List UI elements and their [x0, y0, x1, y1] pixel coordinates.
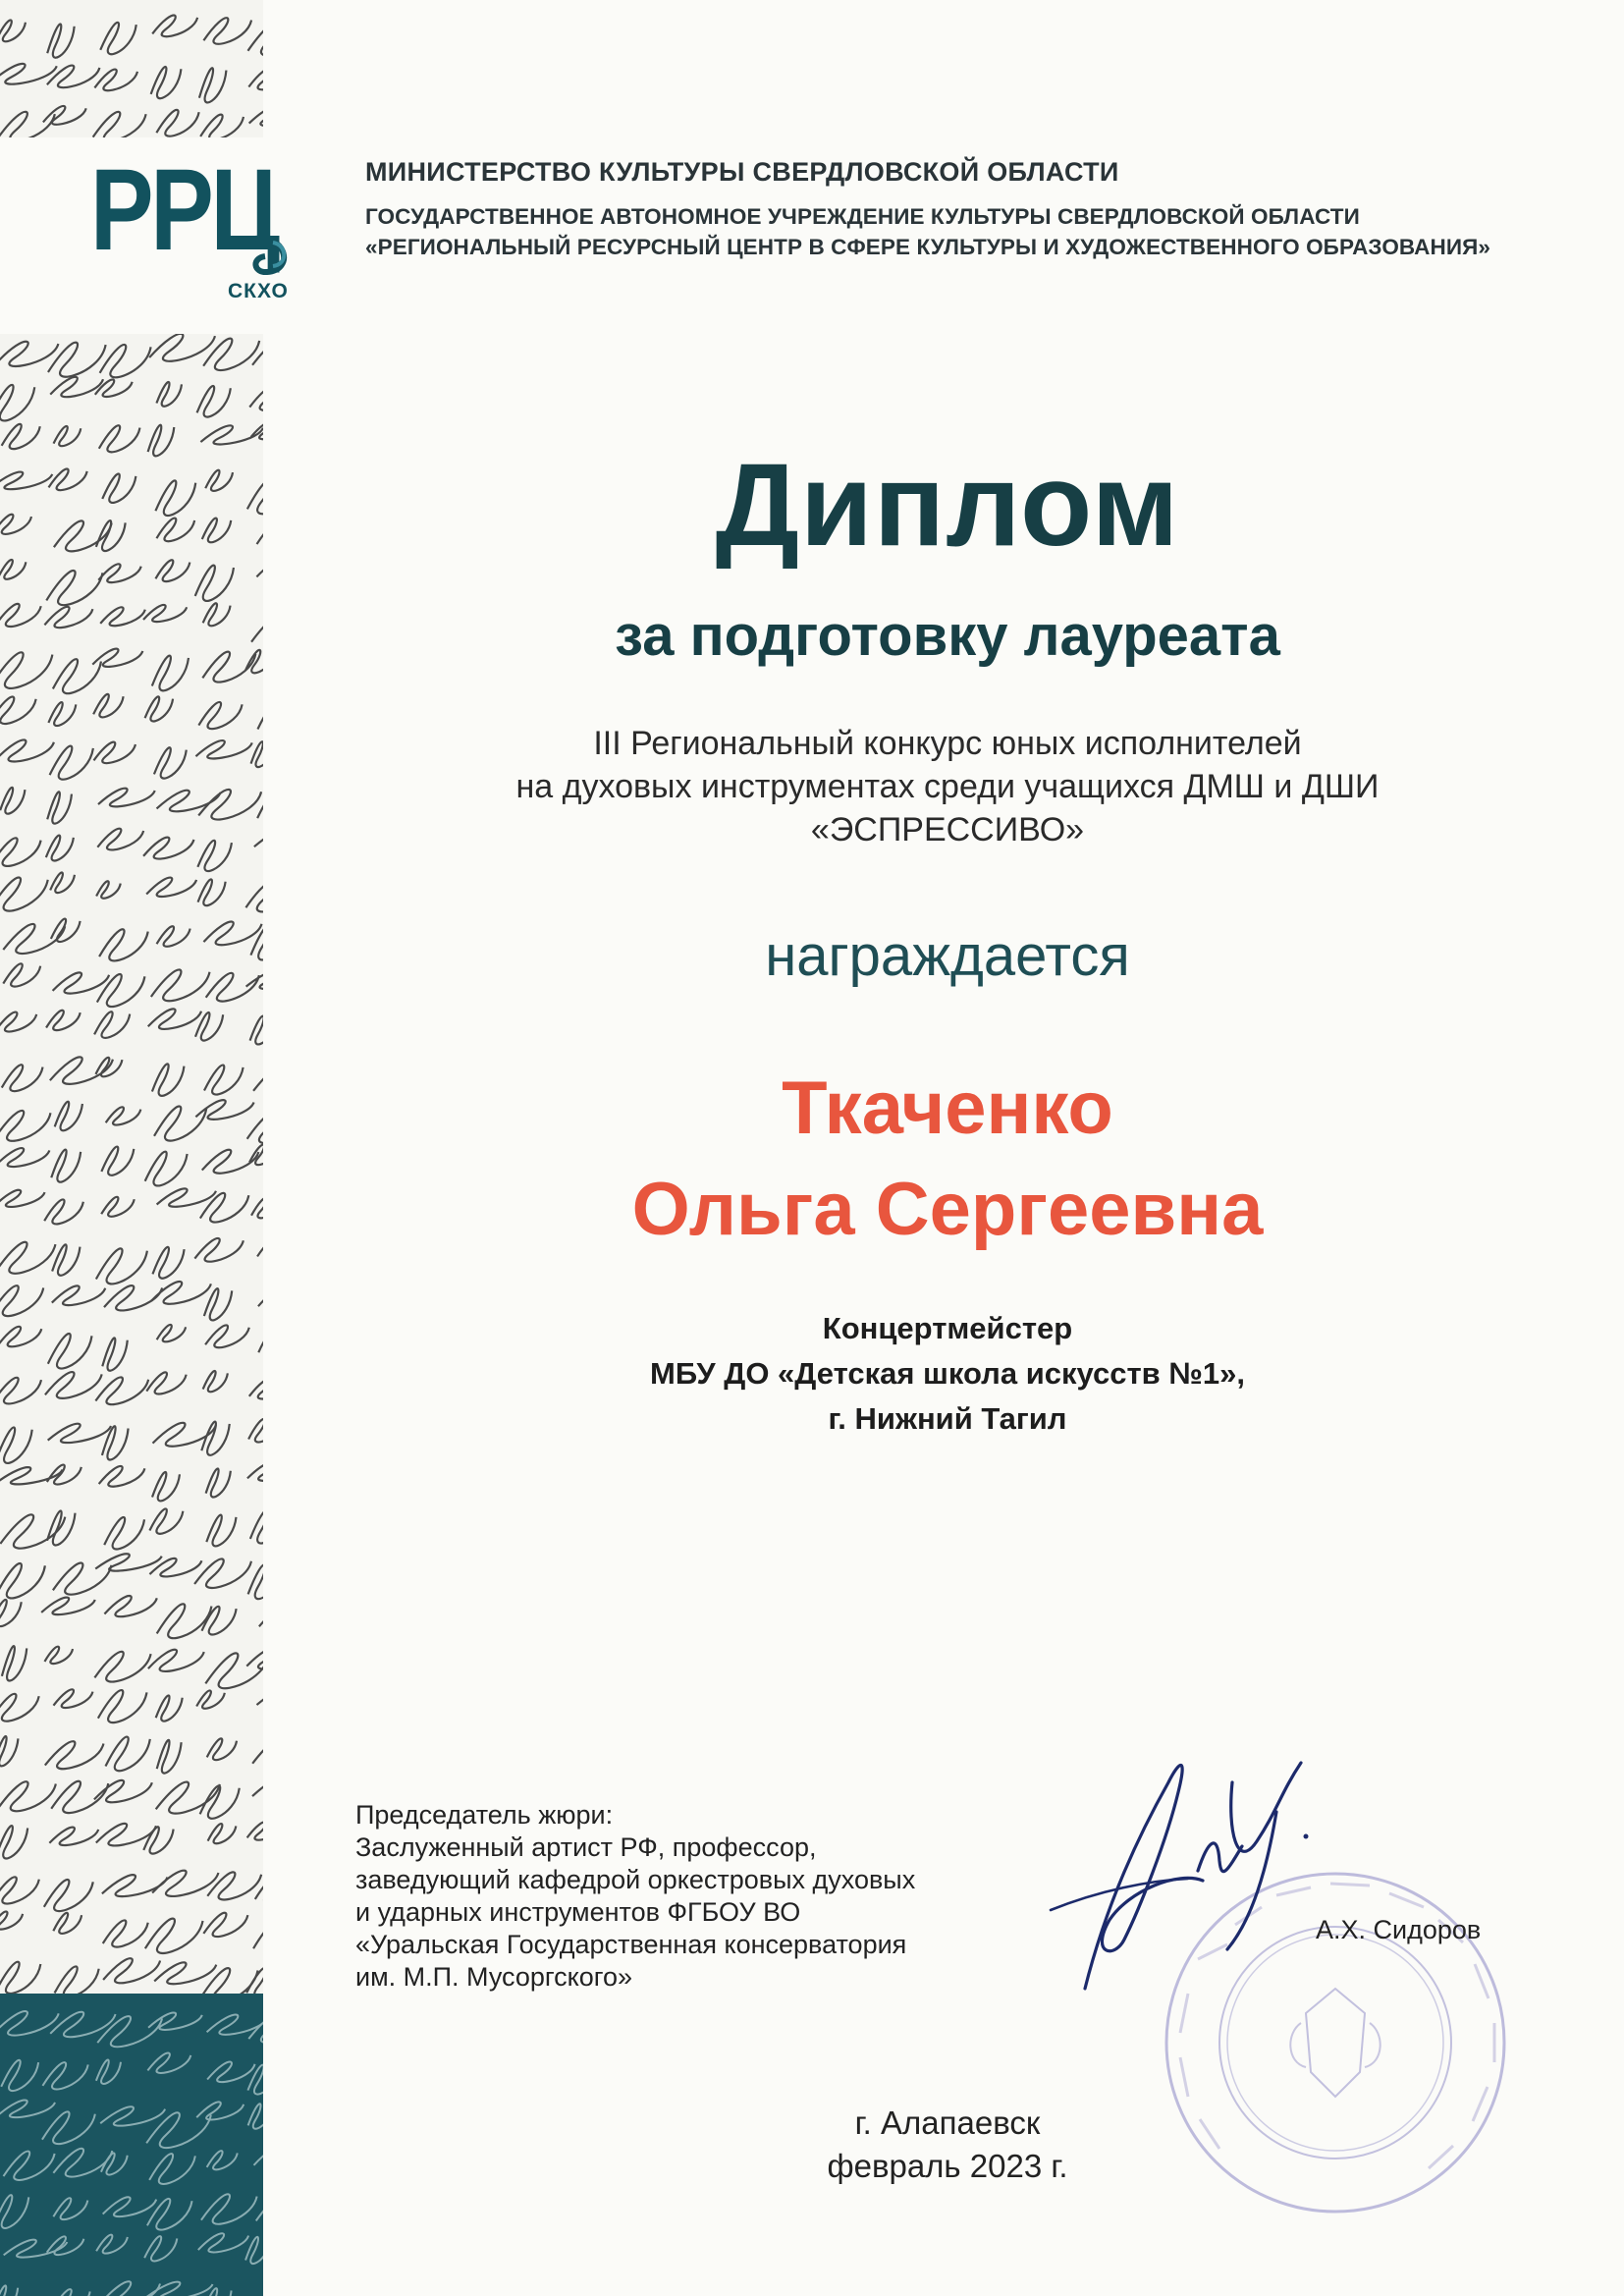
- pattern-stroke: [1, 2060, 38, 2091]
- pattern-stroke: [207, 1872, 261, 1899]
- pattern-stroke: [146, 1372, 186, 1394]
- pattern-stroke: [94, 1780, 152, 1802]
- organization-header: [365, 157, 1573, 262]
- pattern-stroke: [254, 831, 263, 849]
- contest-line-2: на духовых инструментах среди учащихся ДМШ и ДШИ: [515, 768, 1380, 805]
- pattern-stroke: [253, 1919, 263, 1953]
- pattern-stroke: [156, 110, 198, 137]
- calligraphy-pattern-dark: [0, 1994, 263, 2296]
- jury-line-5: «Уральская Государственная консерватория: [355, 1930, 907, 1959]
- pattern-stroke: [257, 702, 263, 734]
- pattern-stroke: [203, 18, 251, 44]
- pattern-stroke: [53, 972, 109, 993]
- pattern-stroke: [47, 1465, 81, 1485]
- pattern-stroke: [208, 1824, 237, 1843]
- pattern-stroke: [206, 1515, 236, 1547]
- pattern-stroke: [143, 605, 187, 622]
- pattern-stroke: [95, 1554, 161, 1570]
- pattern-stroke: [98, 564, 140, 582]
- pattern-stroke: [148, 2013, 202, 2030]
- pattern-stroke: [151, 1282, 211, 1304]
- pattern-stroke: [157, 1604, 212, 1638]
- pattern-stroke: [2, 1065, 43, 1091]
- pattern-stroke: [200, 1785, 240, 1818]
- pattern-stroke: [258, 1285, 263, 1309]
- pattern-stroke: [199, 68, 227, 102]
- pattern-stroke: [53, 2198, 87, 2219]
- pattern-stroke: [52, 1285, 105, 1305]
- pattern-stroke: [249, 1379, 263, 1398]
- jury-line-3: заведующий кафедрой оркестровых духовых: [355, 1865, 916, 1894]
- pattern-stroke: [248, 1564, 263, 1599]
- pattern-stroke: [50, 872, 75, 893]
- pattern-stroke: [0, 20, 26, 41]
- pattern-stroke: [104, 1596, 156, 1616]
- letter-pattern-dark: [0, 1994, 263, 2296]
- pattern-stroke: [204, 1288, 232, 1320]
- diploma-subtitle: за подготовку лауреата: [615, 604, 1280, 668]
- pattern-stroke: [251, 613, 263, 646]
- pattern-stroke: [252, 1737, 263, 1768]
- pattern-stroke: [246, 1648, 263, 1668]
- pattern-stroke: [207, 2151, 238, 2169]
- pattern-stroke: [257, 520, 263, 547]
- pattern-stroke: [0, 64, 57, 84]
- pattern-stroke: [202, 1607, 237, 1635]
- pattern-stroke: [247, 1822, 263, 1839]
- pattern-stroke: [0, 838, 41, 866]
- pattern-stroke: [156, 382, 182, 407]
- pattern-stroke: [157, 1325, 186, 1341]
- pattern-stroke: [198, 702, 242, 729]
- pattern-stroke: [204, 1066, 244, 1095]
- pattern-stroke: [41, 1598, 95, 1614]
- pattern-stroke: [194, 1558, 251, 1587]
- pattern-stroke: [0, 2101, 55, 2118]
- city: г. Алапаевск: [854, 2105, 1041, 2141]
- pattern-stroke: [248, 2104, 263, 2128]
- jury-line-2: Заслуженный артист РФ, профессор,: [355, 1832, 817, 1862]
- pattern-stroke: [0, 1563, 45, 1598]
- pattern-stroke: [154, 1962, 216, 1984]
- pattern-stroke: [197, 841, 232, 871]
- pattern-stroke: [145, 1152, 188, 1186]
- pattern-stroke: [0, 1427, 32, 1462]
- pattern-stroke: [152, 1064, 185, 1095]
- jury-chairman-block: [355, 1799, 915, 1994]
- pattern-stroke: [0, 1327, 41, 1346]
- pattern-stroke: [96, 1248, 147, 1284]
- rrc-logo: [90, 145, 297, 309]
- pattern-stroke: [196, 1690, 225, 1708]
- pattern-stroke: [207, 1738, 237, 1760]
- pattern-stroke: [49, 469, 87, 491]
- pattern-stroke: [0, 1111, 50, 1141]
- pattern-stroke: [99, 929, 148, 960]
- pattern-stroke: [146, 878, 196, 897]
- jury-line-1: Председатель жюри:: [355, 1800, 614, 1830]
- pattern-stroke: [46, 1011, 81, 1030]
- pattern-stroke: [93, 694, 123, 717]
- pattern-stroke: [198, 879, 226, 905]
- contest-name: «ЭСПРЕССИВО»: [810, 811, 1085, 848]
- ministry-name: МИНИСТЕРСТВО КУЛЬТУРЫ СВЕРДЛОВСКОЙ ОБЛАСТИ: [365, 157, 1119, 187]
- pattern-stroke: [0, 1148, 49, 1167]
- pattern-stroke: [258, 1333, 263, 1355]
- pattern-stroke: [52, 2289, 90, 2296]
- pattern-stroke: [145, 696, 173, 721]
- pattern-stroke: [205, 470, 233, 491]
- pattern-stroke: [256, 562, 263, 579]
- pattern-stroke: [3, 963, 40, 986]
- pattern-stroke: [50, 746, 93, 780]
- pattern-stroke: [0, 472, 52, 490]
- pattern-stroke: [259, 1603, 263, 1630]
- pattern-stroke: [0, 2011, 59, 2036]
- pattern-stroke: [0, 1600, 22, 1626]
- pattern-stroke: [0, 1285, 43, 1316]
- pattern-stroke: [53, 2149, 112, 2177]
- pattern-stroke: [149, 334, 215, 361]
- pattern-stroke: [49, 1828, 98, 1845]
- pattern-stroke: [95, 1377, 148, 1404]
- pattern-stroke: [96, 881, 121, 899]
- pattern-stroke: [154, 1107, 206, 1141]
- pattern-stroke: [152, 1472, 180, 1501]
- pattern-stroke: [47, 792, 72, 823]
- pattern-stroke: [98, 789, 155, 807]
- pattern-stroke: [257, 1239, 263, 1259]
- pattern-stroke: [0, 1694, 39, 1722]
- recipient-surname: Ткаченко: [782, 1066, 1113, 1150]
- pattern-stroke: [151, 67, 182, 98]
- pattern-stroke: [51, 1781, 108, 1813]
- pattern-stroke: [248, 69, 263, 90]
- pattern-stroke: [46, 571, 102, 605]
- pattern-stroke: [200, 1193, 248, 1223]
- pattern-stroke: [54, 426, 81, 446]
- pattern-stroke: [51, 1150, 81, 1182]
- pattern-stroke: [47, 24, 74, 57]
- pattern-stroke: [55, 1966, 99, 1994]
- awarded-label: награждается: [765, 924, 1130, 988]
- pattern-stroke: [247, 2065, 263, 2095]
- pattern-stroke: [44, 1880, 93, 1911]
- pattern-stroke: [51, 919, 81, 942]
- pattern-stroke: [149, 2154, 195, 2184]
- pattern-stroke: [250, 1016, 263, 1045]
- pattern-stroke: [53, 1913, 81, 1934]
- pattern-stroke: [45, 1741, 104, 1769]
- pattern-stroke: [96, 520, 126, 551]
- pattern-stroke: [156, 1695, 183, 1721]
- pattern-stroke: [0, 1877, 39, 1903]
- pattern-stroke: [0, 788, 25, 814]
- logo-swirl-icon: [247, 231, 297, 280]
- pattern-stroke: [157, 1740, 182, 1774]
- pattern-stroke: [194, 1238, 244, 1262]
- pattern-stroke: [96, 2235, 128, 2254]
- pattern-stroke: [2, 1646, 27, 1680]
- pattern-stroke: [248, 1419, 263, 1443]
- pattern-stroke: [0, 1962, 40, 1994]
- pattern-stroke: [251, 1198, 263, 1219]
- pattern-stroke: [254, 2289, 263, 2296]
- pattern-stroke: [195, 1012, 223, 1041]
- pattern-stroke: [101, 1197, 135, 1217]
- institution-name: ГОСУДАРСТВЕННОЕ АВТОНОМНОЕ УЧРЕЖДЕНИЕ КУЛЬТУРЫ СВЕРДЛОВСКОЙ ОБЛАСТИ: [365, 204, 1360, 229]
- pattern-stroke: [94, 1011, 130, 1038]
- recipient-city: г. Нижний Тагил: [828, 1401, 1067, 1436]
- pattern-stroke: [247, 478, 263, 514]
- date: февраль 2023 г.: [827, 2148, 1068, 2184]
- pattern-stroke: [42, 2111, 95, 2144]
- pattern-stroke: [94, 70, 137, 91]
- pattern-stroke: [42, 2062, 87, 2089]
- signature: [1031, 1723, 1326, 1998]
- pattern-stroke: [195, 566, 234, 601]
- pattern-stroke: [144, 2236, 177, 2261]
- pattern-stroke: [48, 1334, 92, 1368]
- pattern-stroke: [101, 2153, 128, 2174]
- pattern-stroke: [247, 1111, 263, 1143]
- pattern-stroke: [152, 1247, 184, 1279]
- pattern-stroke: [247, 1461, 263, 1480]
- pattern-stroke: [252, 1777, 263, 1799]
- pattern-stroke: [103, 2197, 157, 2216]
- pattern-stroke: [100, 2106, 165, 2125]
- pattern-stroke: [99, 1466, 145, 1487]
- pattern-stroke: [102, 1338, 127, 1370]
- pattern-stroke: [48, 1424, 111, 1443]
- pattern-stroke: [156, 519, 194, 542]
- pattern-stroke: [200, 115, 244, 140]
- diploma-title: Диплом: [715, 439, 1180, 571]
- pattern-stroke: [53, 1689, 92, 1708]
- pattern-stroke: [3, 2152, 54, 2180]
- pattern-stroke: [0, 1378, 41, 1404]
- pattern-stroke: [96, 2059, 121, 2083]
- pattern-stroke: [148, 1650, 204, 1671]
- pattern-stroke: [152, 1871, 218, 1896]
- pattern-stroke: [198, 790, 261, 820]
- pattern-stroke: [2, 424, 40, 449]
- pattern-stroke: [0, 560, 26, 579]
- pattern-stroke: [201, 2194, 257, 2223]
- jury-line-4: и ударных инструментов ФГБОУ ВО: [355, 1897, 801, 1927]
- pattern-stroke: [249, 106, 263, 126]
- pattern-stroke: [44, 1647, 73, 1664]
- pattern-stroke: [151, 969, 210, 1001]
- pattern-stroke: [97, 829, 143, 850]
- pattern-stroke: [100, 345, 151, 377]
- decorative-letter-strip: [0, 0, 263, 2296]
- pattern-stroke: [98, 1690, 147, 1722]
- pattern-stroke: [201, 1422, 229, 1455]
- pattern-stroke: [0, 652, 52, 687]
- pattern-stroke: [148, 1009, 201, 1028]
- recipient-given-names: Ольга Сергеевна: [631, 1168, 1264, 1251]
- pattern-stroke: [97, 974, 145, 1007]
- logo-subtitle: СКХО: [228, 280, 289, 302]
- pattern-stroke: [152, 656, 189, 691]
- pattern-stroke: [146, 2282, 213, 2296]
- pattern-stroke: [249, 386, 263, 410]
- pattern-stroke: [0, 1912, 23, 1930]
- pattern-stroke: [143, 838, 193, 859]
- recipient-role: Концертмейстер: [822, 1311, 1073, 1345]
- pattern-stroke: [205, 1325, 249, 1347]
- pattern-stroke: [48, 702, 76, 726]
- pattern-stroke: [100, 607, 145, 626]
- pattern-stroke: [0, 877, 48, 910]
- pattern-stroke: [198, 2233, 248, 2252]
- pattern-stroke: [105, 1737, 149, 1772]
- pattern-stroke: [94, 1652, 150, 1682]
- pattern-stroke: [106, 1107, 141, 1124]
- signer-name: А.Х. Сидоров: [1316, 1915, 1482, 1944]
- pattern-stroke: [155, 560, 189, 581]
- pattern-stroke: [143, 1827, 173, 1853]
- pattern-stroke: [245, 650, 263, 673]
- pattern-stroke: [0, 515, 31, 534]
- pattern-stroke: [195, 740, 251, 758]
- pattern-stroke: [0, 1012, 36, 1032]
- pattern-stroke: [97, 2016, 162, 2047]
- pattern-stroke: [149, 1508, 183, 1533]
- logo-mark: РРЦ: [90, 145, 277, 275]
- pattern-stroke: [0, 1826, 27, 1858]
- pattern-stroke: [0, 342, 58, 366]
- pattern-stroke: [0, 739, 54, 761]
- pattern-stroke: [245, 2237, 263, 2264]
- pattern-stroke: [101, 1147, 134, 1175]
- pattern-stroke: [145, 1919, 203, 1953]
- pattern-stroke: [0, 604, 41, 627]
- pattern-stroke: [202, 519, 231, 543]
- pattern-stroke: [152, 16, 197, 37]
- pattern-stroke: [196, 2102, 244, 2119]
- pattern-stroke: [256, 2198, 263, 2224]
- pattern-stroke: [99, 425, 140, 452]
- pattern-stroke: [197, 386, 231, 417]
- pattern-stroke: [52, 1244, 80, 1275]
- pattern-stroke: [45, 1372, 102, 1398]
- pattern-stroke: [206, 973, 259, 1002]
- pattern-stroke: [157, 1188, 216, 1206]
- pattern-stroke: [0, 1190, 45, 1207]
- pattern-stroke: [43, 106, 86, 125]
- pattern-stroke: [155, 480, 195, 516]
- recipient-school: МБУ ДО «Детская школа искусств №1»,: [650, 1356, 1245, 1391]
- pattern-stroke: [203, 603, 231, 626]
- pattern-stroke: [0, 2195, 28, 2228]
- pattern-stroke: [203, 1913, 247, 1937]
- pattern-stroke: [93, 742, 135, 763]
- recipient-position: [295, 1306, 1600, 1442]
- pattern-stroke: [103, 1920, 148, 1946]
- contest-line-1: III Региональный конкурс юных исполнителей: [593, 725, 1302, 762]
- pattern-stroke: [102, 474, 135, 503]
- pattern-stroke: [102, 1875, 168, 1896]
- pattern-stroke: [44, 607, 92, 628]
- pattern-stroke: [0, 1781, 56, 1811]
- pattern-stroke: [157, 926, 190, 946]
- pattern-stroke: [46, 836, 74, 861]
- pattern-stroke: [250, 1510, 263, 1544]
- pattern-stroke: [148, 425, 175, 457]
- pattern-stroke: [245, 882, 263, 912]
- pattern-stroke: [154, 747, 187, 778]
- pattern-stroke: [251, 741, 263, 767]
- pattern-stroke: [207, 2061, 254, 2082]
- pattern-stroke: [0, 1242, 55, 1274]
- center-name: «РЕГИОНАЛЬНЫЙ РЕСУРСНЫЙ ЦЕНТР В СФЕРЕ КУЛЬТУРЫ И ХУДОЖЕСТВЕННОГО ОБРАЗОВАНИЯ»: [365, 235, 1491, 259]
- place-and-date: [295, 2102, 1600, 2188]
- pattern-stroke: [203, 921, 261, 945]
- pattern-stroke: [44, 1199, 83, 1224]
- pattern-stroke: [0, 696, 36, 723]
- contest-description: [295, 722, 1600, 851]
- pattern-stroke: [100, 23, 136, 54]
- pattern-stroke: [253, 1065, 263, 1095]
- pattern-stroke: [147, 2053, 190, 2073]
- pattern-stroke: [203, 1371, 228, 1392]
- jury-line-6: им. М.П. Мусоргского»: [355, 1962, 633, 1992]
- pattern-stroke: [0, 385, 34, 420]
- pattern-stroke: [0, 1736, 18, 1766]
- pattern-stroke: [254, 2146, 263, 2167]
- pattern-stroke: [0, 2285, 18, 2296]
- pattern-stroke: [103, 1958, 160, 1983]
- pattern-stroke: [256, 1688, 263, 1708]
- pattern-stroke: [206, 1468, 231, 1497]
- pattern-stroke: [53, 1563, 111, 1595]
- pattern-stroke: [55, 1102, 82, 1130]
- pattern-stroke: [104, 1517, 144, 1549]
